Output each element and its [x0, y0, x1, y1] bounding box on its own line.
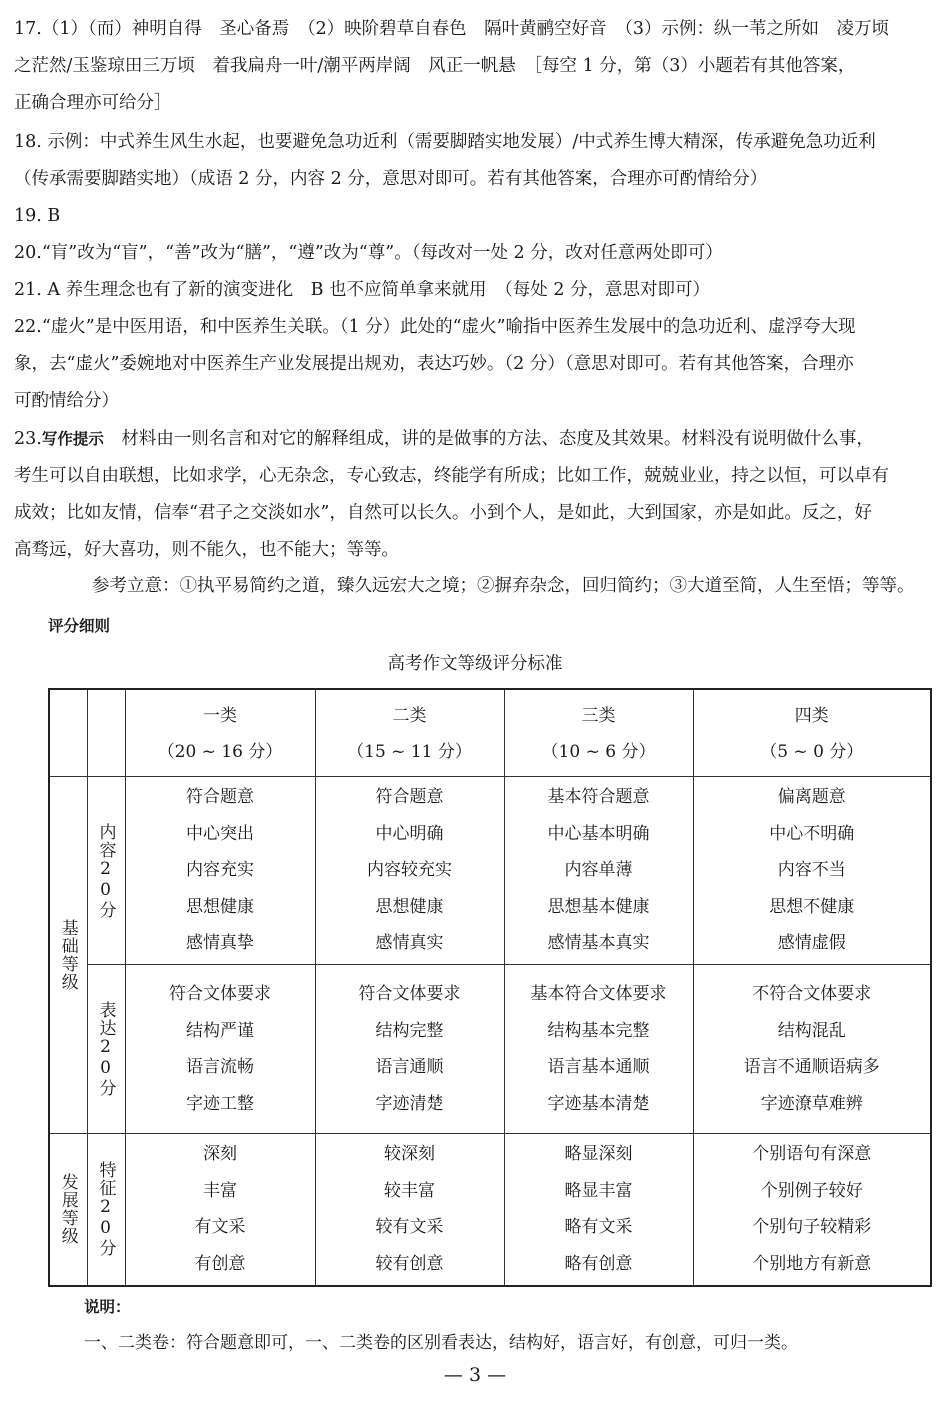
grade-range: （15 ~ 11 分） — [347, 742, 472, 762]
answer-23-line: 考生可以自由联想，比如求学，心无杂念，专心致志，终能学有所成；比如工作，兢兢业业，持之以恒，可以卓有 — [14, 466, 889, 486]
header-empty-cell — [49, 689, 87, 777]
criterion: 感情虚假 — [777, 933, 846, 954]
criterion: 结构混乱 — [777, 1020, 846, 1041]
features-label: 特征20分 — [95, 1161, 116, 1258]
criterion: 结构完整 — [375, 1020, 444, 1041]
answer-17 — [14, 11, 934, 122]
criterion: 个别句子较精彩 — [752, 1217, 872, 1238]
answer-21 — [14, 272, 934, 309]
page-number: — 3 — — [443, 1364, 507, 1386]
grade-range: （5 ~ 0 分） — [760, 742, 864, 762]
features-label-cell — [87, 1134, 125, 1286]
content-grade-1 — [125, 777, 315, 965]
criterion: 略显深刻 — [564, 1144, 633, 1165]
content-row — [49, 777, 931, 965]
criterion: 思想基本健康 — [547, 896, 650, 917]
grade-name: 四类 — [794, 706, 829, 726]
criterion: 丰富 — [203, 1180, 237, 1201]
criterion: 深刻 — [203, 1144, 237, 1165]
answer-17-line: 正确合理亦可给分］ — [14, 93, 172, 113]
criterion: 个别例子较好 — [760, 1180, 863, 1201]
criterion: 有文采 — [194, 1217, 246, 1238]
grade-name: 二类 — [392, 706, 427, 726]
criterion: 不符合文体要求 — [752, 984, 872, 1004]
criterion: 略有创意 — [564, 1253, 633, 1274]
features-row — [49, 1134, 931, 1286]
basic-level-cell — [49, 777, 87, 1134]
content-label-cell — [87, 777, 125, 965]
criterion: 中心明确 — [375, 823, 444, 844]
content-label: 内容20分 — [95, 822, 116, 919]
answer-22-line: 象，去“虚火”委婉地对中医养生产业发展提出规劝，表达巧妙。（2 分）（意思对即可。若有其他答案，合理亦 — [14, 354, 854, 374]
criterion: 基本符合题意 — [547, 787, 650, 808]
writing-hint-label: 写作提示 — [41, 430, 104, 448]
criterion: 字迹潦草难辨 — [760, 1093, 863, 1114]
criterion: 内容不当 — [777, 860, 846, 881]
content-grade-4 — [693, 777, 931, 965]
answer-20 — [14, 235, 934, 272]
expression-grade-1 — [125, 965, 315, 1134]
criterion: 偏离题意 — [777, 787, 846, 808]
criterion: 思想健康 — [375, 896, 444, 917]
reference-ideas: 参考立意：①执平易简约之道，臻久远宏大之境；②摒弃杂念，回归简约；③大道至简，人生至悟；等等。 — [92, 576, 915, 596]
expression-grade-3 — [504, 965, 693, 1134]
criterion: 感情基本真实 — [547, 933, 650, 954]
grade-name: 一类 — [203, 706, 237, 726]
answer-23 — [14, 421, 934, 569]
criterion: 字迹工整 — [186, 1093, 254, 1114]
features-grade-3 — [504, 1134, 693, 1286]
criterion: 符合文体要求 — [169, 984, 271, 1004]
criterion: 符合题意 — [186, 787, 254, 808]
criterion: 语言通顺 — [375, 1057, 444, 1077]
criterion: 结构基本完整 — [547, 1020, 650, 1041]
header-empty-cell — [87, 689, 125, 777]
criterion: 内容单薄 — [564, 860, 633, 881]
answer-23-line: 成效；比如友情，信奉“君子之交淡如水”，自然可以长久。小到个人，是如此，大到国家，亦是如此。反之，好 — [14, 503, 872, 523]
content-grade-2 — [315, 777, 504, 965]
expression-grade-2 — [315, 965, 504, 1134]
header-grade-4 — [693, 689, 931, 777]
criterion: 感情真挚 — [186, 933, 254, 954]
criterion: 思想不健康 — [769, 896, 855, 917]
expression-grade-4 — [693, 965, 931, 1134]
notes-line: 一、二类卷：符合题意即可，一、二类卷的区别看表达，结构好，语言好，有创意，可归一类。 — [84, 1333, 798, 1353]
development-level-cell — [49, 1134, 87, 1286]
criterion: 中心不明确 — [769, 823, 855, 844]
criterion: 较有文采 — [375, 1217, 444, 1238]
criterion: 感情真实 — [375, 933, 444, 954]
criterion: 有创意 — [194, 1253, 246, 1274]
header-grade-2 — [315, 689, 504, 777]
criterion: 字迹基本清楚 — [547, 1093, 650, 1114]
scoring-heading: 评分细则 — [48, 617, 111, 635]
grading-standard-table — [48, 688, 932, 1287]
content-grade-3 — [504, 777, 693, 965]
answer-19-line: 19. B — [14, 206, 61, 226]
answer-23-text: 材料由一则名言和对它的解释组成，讲的是做事的方法、态度及其效果。材料没有说明做什么事， — [103, 429, 874, 449]
criterion: 符合文体要求 — [358, 984, 461, 1004]
expression-label: 表达20分 — [95, 1001, 116, 1097]
criterion: 较有创意 — [375, 1253, 444, 1274]
criterion: 较深刻 — [384, 1144, 435, 1165]
answer-18-line: 18. 示例：中式养生风生水起，也要避免急功近利（需要脚踏实地发展）/中式养生博大精深，传承避免急功近利 — [14, 132, 876, 152]
basic-level-label: 基础等级 — [57, 919, 78, 991]
criterion: 基本符合文体要求 — [530, 984, 667, 1004]
answer-18-line: （传承需要脚踏实地）（成语 2 分，内容 2 分，意思对即可。若有其他答案，合理亦可酌情给分） — [14, 169, 768, 189]
criterion: 中心突出 — [186, 823, 254, 844]
answer-22-line: 22.“虚火”是中医用语，和中医养生关联。（1 分）此处的“虚火”喻指中医养生发展中的急功近利、虚浮夸大现 — [14, 317, 856, 337]
notes-heading: 说明： — [84, 1298, 131, 1316]
answer-23-number: 23. — [14, 429, 42, 449]
features-grade-1 — [125, 1134, 315, 1286]
answer-17-line: 之茫然/玉鉴琼田三万顷 着我扁舟一叶/潮平两岸阔 风正一帆悬 ［每空 1 分，第（3）小题若有其他答案， — [14, 56, 856, 76]
table-header-row — [49, 689, 931, 777]
expression-row — [49, 965, 931, 1134]
grade-range: （10 ~ 6 分） — [541, 742, 656, 762]
criterion: 内容充实 — [186, 860, 254, 881]
answer-22-line: 可酌情给分） — [14, 391, 119, 411]
answer-17-line: 17.（1）（而）神明自得 圣心备焉 （2）映阶碧草自春色 隔叶黄鹂空好音 （3）示例：纵一苇之所如 凌万顷 — [14, 19, 889, 39]
answer-22 — [14, 309, 934, 420]
features-grade-2 — [315, 1134, 504, 1286]
criterion: 个别地方有新意 — [752, 1253, 872, 1274]
development-level-label: 发展等级 — [57, 1173, 78, 1246]
criterion: 思想健康 — [186, 896, 254, 917]
answer-18 — [14, 124, 934, 198]
answer-21-line: 21. A 养生理念也有了新的演变进化 B 也不应简单拿来就用 （每处 2 分，意思对即可） — [14, 280, 711, 300]
criterion: 内容较充实 — [367, 860, 452, 881]
answer-23-line: 高骛远，好大喜功，则不能久，也不能大；等等。 — [14, 540, 399, 560]
criterion: 字迹清楚 — [375, 1093, 444, 1114]
header-grade-3 — [504, 689, 693, 777]
criterion: 符合题意 — [375, 787, 444, 808]
criterion: 语言不通顺语病多 — [743, 1057, 880, 1077]
table-title: 高考作文等级评分标准 — [387, 654, 563, 674]
criterion: 较丰富 — [384, 1180, 435, 1201]
answer-19 — [14, 198, 934, 235]
answer-20-line: 20.“肓”改为“盲”，“善”改为“膳”，“遵”改为“尊”。（每改对一处 2 分，改对任意两处即可） — [14, 243, 723, 263]
criterion: 语言基本通顺 — [547, 1057, 650, 1077]
criterion: 略有文采 — [564, 1217, 633, 1238]
criterion: 结构严谨 — [186, 1020, 254, 1041]
criterion: 个别语句有深意 — [752, 1144, 872, 1165]
grade-name: 三类 — [581, 706, 616, 726]
criterion: 语言流畅 — [186, 1057, 254, 1077]
expression-label-cell — [87, 965, 125, 1134]
criterion: 中心基本明确 — [547, 823, 650, 844]
header-grade-1 — [125, 689, 315, 777]
criterion: 略显丰富 — [564, 1180, 633, 1201]
features-grade-4 — [693, 1134, 931, 1286]
answer-23-first-line — [14, 421, 934, 458]
grade-range: （20 ~ 16 分） — [157, 742, 283, 762]
